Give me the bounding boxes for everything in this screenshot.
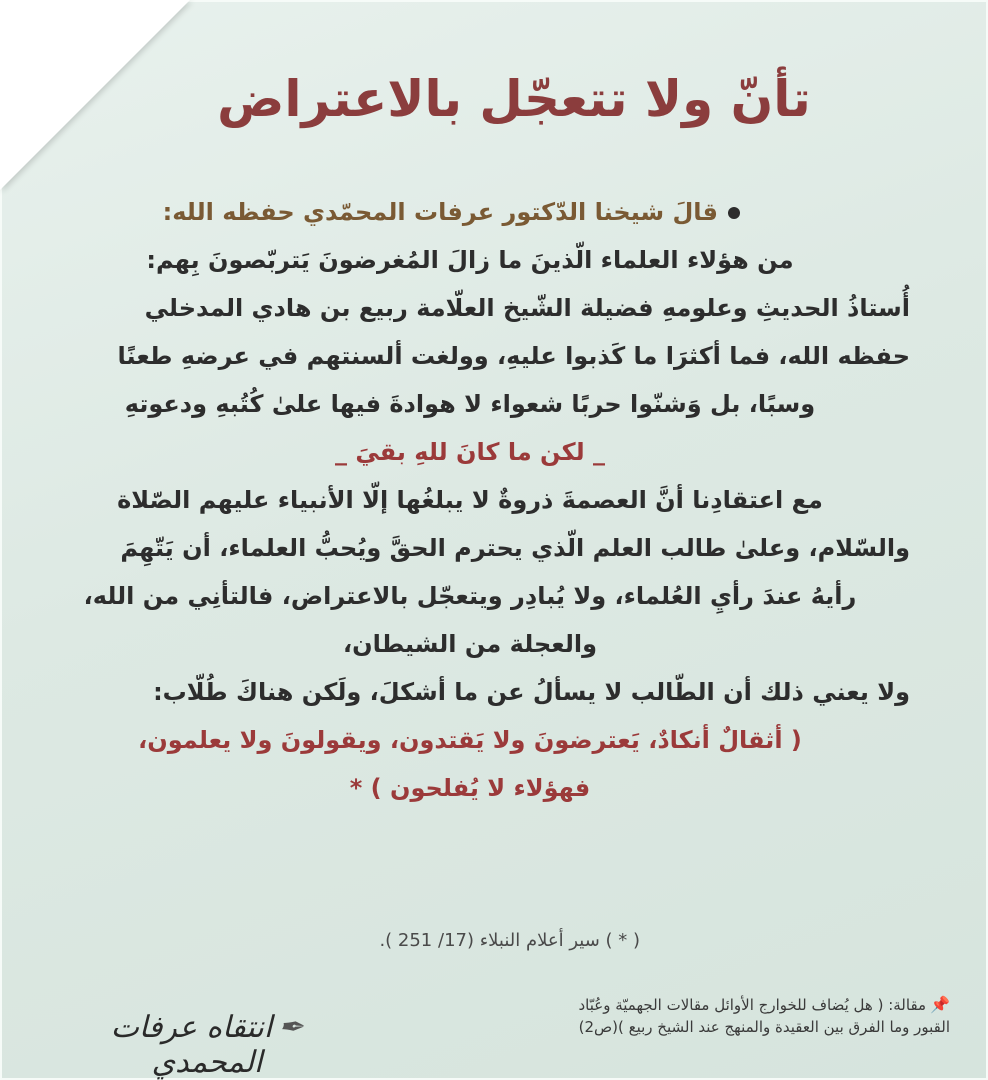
- article-body: [30, 188, 910, 812]
- footnote: ( * ) سير أعلام النبلاء (17/ 251 ).: [379, 930, 640, 951]
- intro-text: قالَ شيخنا الدّكتور عرفات المحمّدي حفظه الله:: [162, 198, 718, 226]
- paragraph-line: ولا يعني ذلك أن الطّالب لا يسألُ عن ما أشكلَ، ولَكن هناكَ طُلّاب:: [153, 678, 910, 706]
- pen-icon: ✒: [278, 1010, 304, 1045]
- quote-line: ( أثقالٌ أنكادٌ، يَعترضونَ ولا يَقتدون، ويقولونَ ولا يعلمون،: [138, 726, 802, 754]
- paragraph-line: وسبًا، بل وَشنّوا حربًا شعواء لا هوادةَ فيها علىٰ كُتُبهِ ودعوتهِ: [124, 390, 816, 418]
- highlight-line: _ لكن ما كانَ للهِ بقيَ _: [335, 438, 605, 466]
- paragraph-line: والسّلام، وعلىٰ طالب العلم الّذي يحترم الحقَّ ويُحبُّ العلماء، أن يَتّهِمَ: [120, 534, 910, 562]
- intro-line: [30, 188, 910, 236]
- signature-text: انتقاه عرفات المحمدي: [110, 1010, 273, 1080]
- source-line-1: [430, 994, 950, 1016]
- paragraph-line: مع اعتقادِنا أنَّ العصمةَ ذروةٌ لا يبلغُها إلّا الأنبياء عليهم الصّلاة: [117, 486, 823, 514]
- source-reference: [430, 994, 950, 1038]
- quote-line: فهؤلاء لا يُفلحون ) *: [349, 774, 591, 802]
- bullet-icon: [728, 207, 740, 219]
- signature: [62, 1010, 352, 1080]
- paragraph-line: رأيهُ عندَ رأيِ العُلماء، ولا يُبادِر ويتعجّل بالاعتراض، فالتأنِي من الله،: [83, 582, 857, 610]
- paragraph-line: حفظه الله، فما أكثرَا ما كَذبوا عليهِ، وولغت ألسنتهم في عرضهِ طعنًا: [117, 342, 910, 370]
- pushpin-icon: 📌: [930, 995, 950, 1014]
- source-line-2: القبور وما الفرق بين العقيدة والمنهج عند الشيخ ربيع )(ص2): [578, 1018, 950, 1036]
- paragraph-line: والعجلة من الشيطان،: [343, 630, 597, 658]
- paragraph-line: أُستاذُ الحديثِ وعلومهِ فضيلة الشّيخ العلّامة ربيع بن هادي المدخلي: [144, 294, 910, 322]
- page-title: تأنّ ولا تتعجّل بالاعتراض: [217, 70, 811, 128]
- source-text-1: مقالة: ( هل يُضاف للخوارج الأوائل مقالات الجهميّة وعُبّاد: [578, 996, 927, 1014]
- paragraph-line: من هؤلاء العلماء الّذينَ ما زالَ المُغرضونَ يَتربّصونَ بِهم:: [146, 246, 794, 274]
